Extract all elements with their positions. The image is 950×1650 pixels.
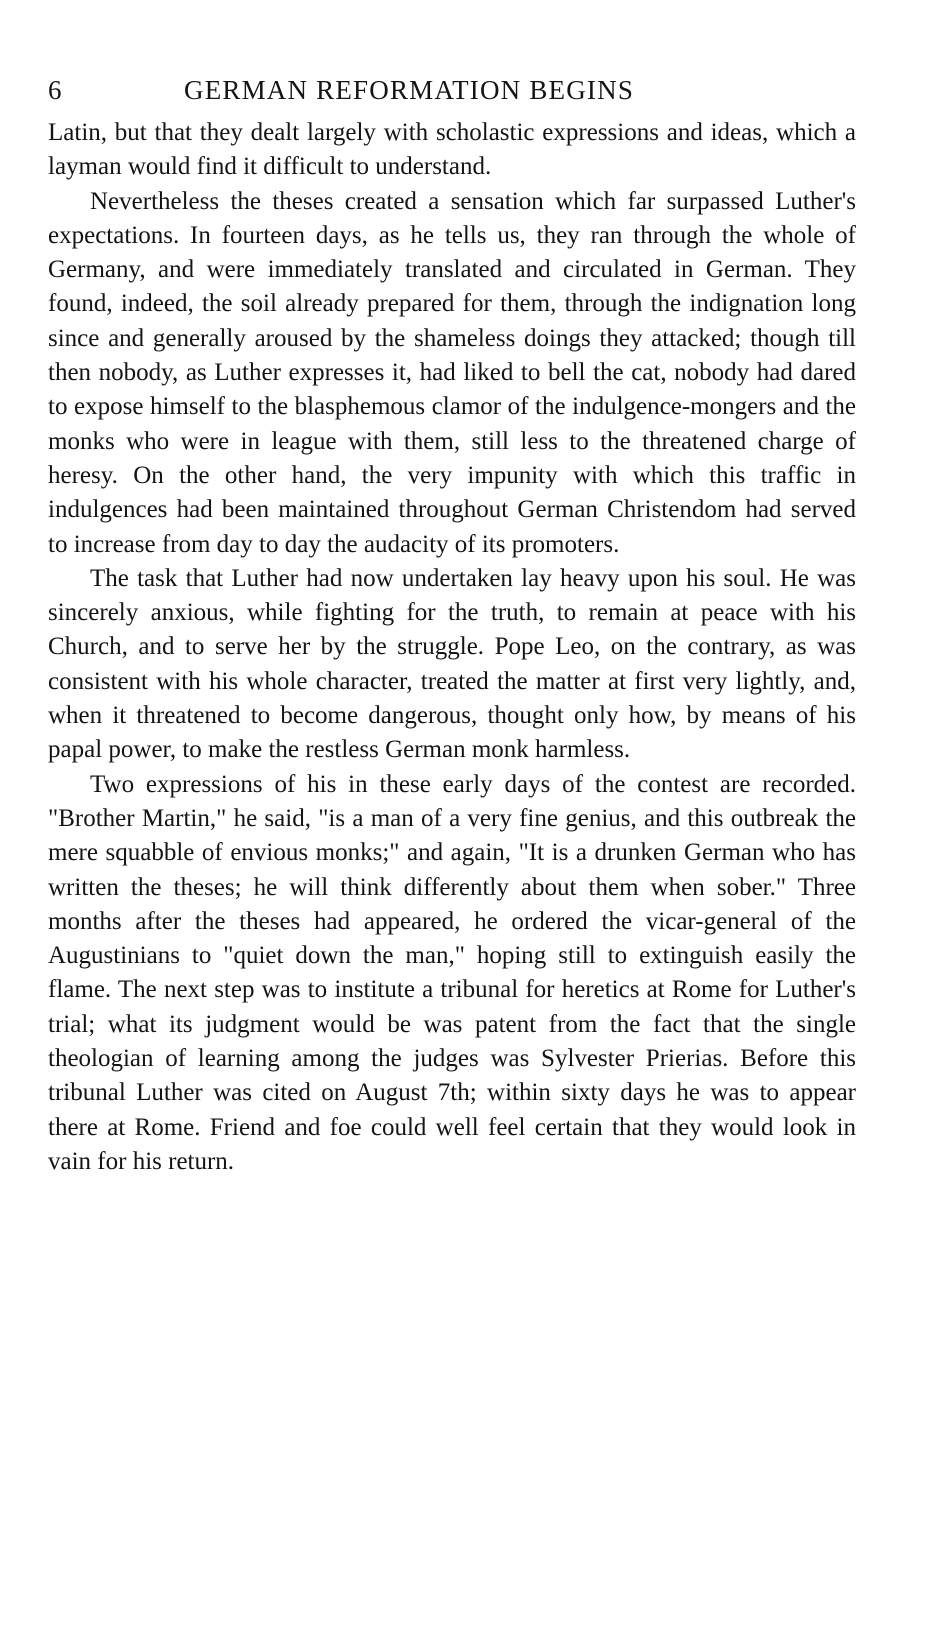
paragraph-theses-sensation: Nevertheless the theses created a sensation which far surpassed Luther's expectations. In fourteen days, as he tells us, they ran through the whole of Germany, and were immediately translated and circulated in German. They found, indeed, the soil already prepared for them, through the indignation long since and generally aroused by the shameless doings they attacked; though till then nobody, as Luther expresses it, had liked to bell the cat, nobody had dared to expose himself to the blasphemous clamor of the indulgence-mongers and the monks who were in league with them, still less to the threatened charge of heresy. On the other hand, the very impunity with which this traffic in indulgences had been maintained throughout German Christendom had served to increase from day to day the audacity of its promoters. xyxy=(48,187,856,558)
paragraph-luther-task: The task that Luther had now undertaken lay heavy upon his soul. He was sincerely anxious, while fighting for the truth, to remain at peace with his Church, and to serve her by the struggle. Pope Leo, on the contrary, as was consistent with his whole character, treated the matter at first very lightly, and, when it threatened to become dangerous, thought only how, by means of his papal power, to make the restless German monk harmless. xyxy=(48,564,856,764)
body-text xyxy=(48,116,856,1179)
running-title: GERMAN REFORMATION BEGINS xyxy=(184,75,635,105)
paragraph-continued: Latin, but that they dealt largely with scholastic expressions and ideas, which a layman would find it difficult to understand. xyxy=(48,119,856,181)
page-header xyxy=(48,70,856,116)
page-number: 6 xyxy=(48,75,62,105)
paragraph-pope-expressions: Two expressions of his in these early days of the contest are recorded. "Brother Martin," he said, "is a man of a very fine genius, and this outbreak the mere squabble of envious monks;" and again, "It is a drunken German who has written the theses; he will think differently about them when sober." Three months after the theses had appeared, he ordered the vicar-general of the Augustinians to "quiet down the man," hoping still to extinguish easily the flame. The next step was to institute a tribunal for heretics at Rome for Luther's trial; what its judgment would be was patent from the fact that the single theologian of learning among the judges was Sylvester Prierias. Before this tribunal Luther was cited on August 7th; within sixty days he was to appear there at Rome. Friend and foe could well feel certain that they would look in vain for his return. xyxy=(48,770,856,1175)
book-page xyxy=(48,70,856,1179)
